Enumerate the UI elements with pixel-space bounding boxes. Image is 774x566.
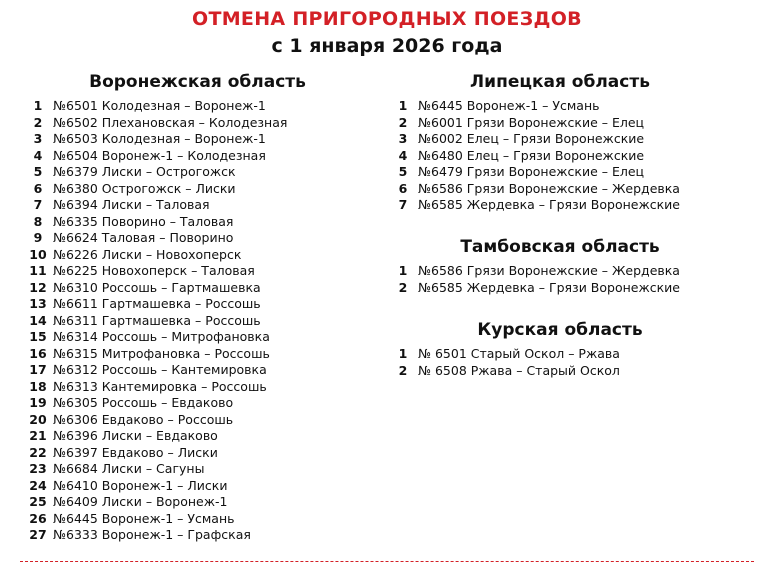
train-route: №6314 Россошь – Митрофановка [53,329,270,344]
row-number: 7 [33,197,43,212]
train-row [23,280,287,297]
row-number: 5 [33,164,43,179]
train-route: №6335 Поворино – Таловая [53,213,234,229]
train-route: №6396 Лиски – Евдаково [53,428,218,443]
train-route: №6501 Колодезная – Воронеж-1 [53,98,266,113]
train-route: №6585 Жердевка – Грязи Воронежские [418,279,680,295]
train-route: №6684 Лиски – Сагуны [53,461,205,476]
row-number: 14 [29,312,47,328]
row-number: 21 [29,428,47,443]
train-route: №6410 Воронеж-1 – Лиски [53,477,228,493]
train-row [23,263,287,280]
row-number: 12 [29,279,47,295]
train-route: №6409 Лиски – Воронеж-1 [53,494,228,509]
train-route: №6305 Россошь – Евдаково [53,395,234,410]
train-route: №6586 Грязи Воронежские – Жердевка [418,180,680,196]
train-route: №6586 Грязи Воронежские – Жердевка [418,263,680,278]
train-row [23,362,287,379]
row-number: 18 [29,378,47,394]
region-title-kursk: Курская область [477,320,643,340]
train-row [388,263,680,280]
region-title-voronezh: Воронежская область [89,72,306,92]
train-row [23,445,287,462]
train-route: №6611 Гартмашевка – Россошь [53,296,261,311]
train-row [23,230,287,247]
row-number: 1 [398,98,408,113]
train-row [388,148,680,165]
train-row [23,428,287,445]
train-route: №6445 Воронеж-1 – Усмань [53,510,235,526]
train-row [23,164,287,181]
train-route: №6624 Таловая – Поворино [53,230,234,245]
train-row [23,131,287,148]
train-row [23,181,287,198]
train-list-tambov [388,263,680,296]
train-row [388,346,620,363]
row-number: 1 [398,263,408,278]
train-row [23,115,287,132]
train-route: №6380 Острогожск – Лиски [53,180,236,196]
train-route: №6379 Лиски – Острогожск [53,164,236,179]
train-row [23,197,287,214]
page-title: ОТМЕНА ПРИГОРОДНЫХ ПОЕЗДОВ [192,8,582,30]
train-route: №6226 Лиски – Новохоперск [53,246,242,262]
row-number: 8 [33,213,43,229]
row-number: 17 [29,362,47,377]
train-route: №6503 Колодезная – Воронеж-1 [53,131,266,146]
train-route: №6445 Воронеж-1 – Усмань [418,98,600,113]
page-subtitle: с 1 января 2026 года [271,35,503,57]
train-route: №6002 Елец – Грязи Воронежские [418,131,645,146]
train-route: №6315 Митрофановка – Россошь [53,345,270,361]
train-row [23,478,287,495]
train-row [23,379,287,396]
train-row [388,131,680,148]
row-number: 3 [33,131,43,146]
train-row [388,164,680,181]
row-number: 13 [29,296,47,311]
train-route: №6502 Плехановская – Колодезная [53,114,288,130]
train-row [23,395,287,412]
train-row [23,527,287,544]
row-number: 1 [398,346,408,361]
train-row [388,115,680,132]
row-number: 25 [29,494,47,509]
row-number: 9 [33,230,43,245]
train-list-voronezh [23,98,287,544]
row-number: 6 [33,180,43,196]
train-row [23,511,287,528]
train-row [23,329,287,346]
row-number: 19 [29,395,47,410]
row-number: 1 [33,98,43,113]
train-row [23,461,287,478]
row-number: 10 [29,246,47,262]
train-row [23,148,287,165]
bottom-dashed-divider [20,561,754,562]
train-row [23,98,287,115]
train-route: №6310 Россошь – Гартмашевка [53,279,261,295]
row-number: 2 [398,362,408,378]
row-number: 20 [29,411,47,427]
train-route: №6313 Кантемировка – Россошь [53,378,267,394]
train-route: №6306 Евдаково – Россошь [53,411,234,427]
row-number: 7 [398,197,408,212]
train-row [388,181,680,198]
train-route: №6225 Новохоперск – Таловая [53,263,255,278]
train-row [388,363,620,380]
train-row [23,412,287,429]
row-number: 24 [29,477,47,493]
row-number: 4 [33,147,43,163]
train-row [23,247,287,264]
train-row [388,280,680,297]
train-row [23,214,287,231]
train-route: №6585 Жердевка – Грязи Воронежские [418,197,680,212]
train-row [23,494,287,511]
train-route: №6479 Грязи Воронежские – Елец [418,164,645,179]
train-row [388,98,680,115]
train-list-kursk [388,346,620,379]
train-route: №6504 Воронеж-1 – Колодезная [53,147,266,163]
train-row [23,296,287,313]
row-number: 22 [29,444,47,460]
row-number: 2 [398,279,408,295]
row-number: 27 [29,527,47,542]
row-number: 2 [398,114,408,130]
train-route: №6312 Россошь – Кантемировка [53,362,267,377]
region-title-tambov: Тамбовская область [460,237,660,257]
train-route: №6397 Евдаково – Лиски [53,444,218,460]
row-number: 3 [398,131,408,146]
row-number: 4 [398,147,408,163]
row-number: 26 [29,510,47,526]
train-route: №6333 Воронеж-1 – Графская [53,527,251,542]
row-number: 5 [398,164,408,179]
train-route: № 6501 Старый Оскол – Ржава [418,346,620,361]
row-number: 23 [29,461,47,476]
row-number: 11 [29,263,47,278]
row-number: 15 [29,329,47,344]
train-route: №6001 Грязи Воронежские – Елец [418,114,645,130]
train-row [23,313,287,330]
train-row [23,346,287,363]
region-title-lipetsk: Липецкая область [470,72,650,92]
train-route: № 6508 Ржава – Старый Оскол [418,362,620,378]
train-row [388,197,680,214]
train-route: №6394 Лиски – Таловая [53,197,210,212]
train-route: №6480 Елец – Грязи Воронежские [418,147,645,163]
train-route: №6311 Гартмашевка – Россошь [53,312,261,328]
train-list-lipetsk [388,98,680,214]
row-number: 2 [33,114,43,130]
row-number: 6 [398,180,408,196]
row-number: 16 [29,345,47,361]
